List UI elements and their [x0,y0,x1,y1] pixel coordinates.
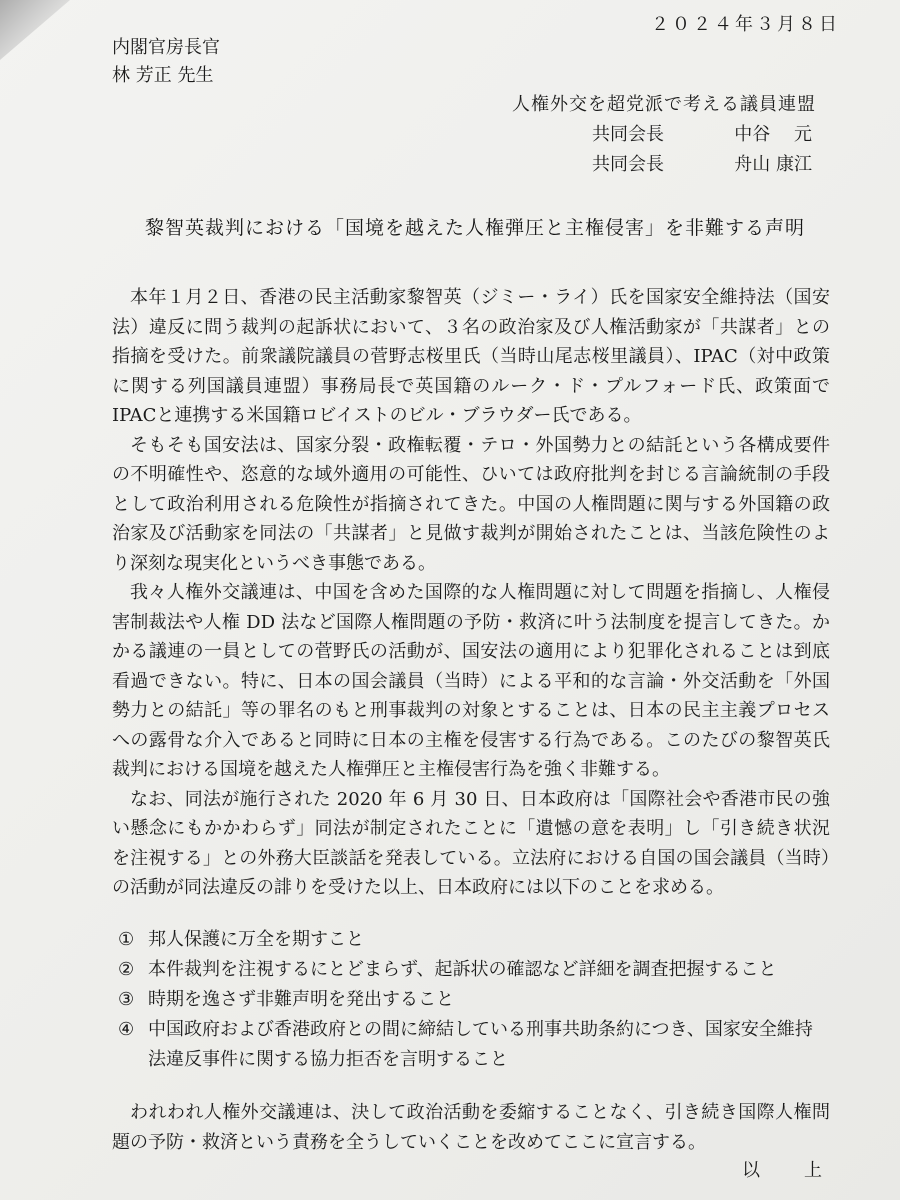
demand-number: ① [118,929,135,950]
closing-declaration [112,1098,830,1157]
demand-item [118,1015,828,1075]
demand-text: 本件裁判を注視するにとどまらず、起訴状の確認など詳細を調査把握すること [148,959,777,980]
end-mark [742,1156,822,1182]
demand-text: 中国政府および香港政府との間に締結している刑事共助条約につき、国家安全維持法違反事件に関する協力拒否を言明すること [148,1019,813,1070]
signatory-role: 共同会長 [592,124,664,145]
signatory-role: 共同会長 [592,154,664,175]
demand-number: ② [118,959,135,980]
end-mark-char: 以 [742,1160,760,1181]
demand-number: ④ [118,1019,135,1040]
signatory-2 [592,150,812,180]
sender-organization: 人権外交を超党派で考える議員連盟 [512,94,816,115]
statement-title: 黎智英裁判における「国境を越えた人権弾圧と主権侵害」を非難する声明 [145,217,806,239]
signatory-name: 中谷 元 [734,124,812,145]
body-paragraph: なお、同法が施行された 2020 年 6 月 30 日、日本政府は「国際社会や香港市民の強い懸念にもかかわらず」同法が制定されたことに「遺憾の意を表明」し「引き続き状況を注視する」との外務大臣談話を発表している。立法府における自国の国会議員（当時）の活動が同法違反の誹りを受けた以上、日本政府には以下のことを求める。 [112,788,830,898]
demand-number: ③ [118,989,135,1010]
corner-shadow [0,0,70,60]
demands-list [118,925,828,1075]
sender-block [512,90,822,180]
signatory-name: 舟山 康江 [734,154,812,175]
recipient-name: 林 芳正 先生 [112,65,214,86]
demand-item [118,925,828,955]
demand-text: 時期を逸さず非難声明を発出すること [148,989,454,1010]
recipient-block [112,34,220,90]
body-paragraph: そもそも国安法は、国家分裂・政権転覆・テロ・外国勢力との結託という各構成要件の不明確性や、恣意的な域外適用の可能性、ひいては政府批判を封じる言論統制の手段として政治利用される危険性が指摘されてきた。中国の人権問題に関与する外国籍の政治家及び活動家を同法の「共謀者」と見做す裁判が開始されたことは、当該危険性のより深刻な現実化というべき事態である。 [112,434,830,574]
statement-body [112,283,830,903]
document-date: ２０２４年３月８日 [651,14,840,35]
body-paragraph: 本年１月２日、香港の民主活動家黎智英（ジミー・ライ）氏を国家安全維持法（国安法）違反に問う裁判の起訴状において、３名の政治家及び人権活動家が「共謀者」との指摘を受けた。前衆議院議員の菅野志桜里氏（当時山尾志桜里議員）、IPAC（対中政策に関する列国議員連盟）事務局長で英国籍のルーク・ド・プルフォード氏、政策面でIPACと連携する米国籍ロビイストのビル・ブラウダー氏である。 [112,287,830,426]
recipient-title: 内閣官房長官 [112,37,220,58]
body-paragraph: 我々人権外交議連は、中国を含めた国際的な人権問題に対して問題を指摘し、人権侵害制裁法や人権 DD 法など国際人権問題の予防・救済に叶う法制度を提言してきた。かかる議連の一員としての菅野氏の活動が、国安法の適用により犯罪化されることは到底看過できない。特に、日本の国会議員（当時）による平和的な言論・外交活動を「外国勢力との結託」等の罪名のもと刑事裁判の対象とすることは、日本の民主主義プロセスへの露骨な介入であると同時に日本の主権を侵害する行為である。このたびの黎智英氏裁判における国境を越えた人権弾圧と主権侵害行為を強く非難する。 [112,582,830,780]
demand-item [118,955,828,985]
demand-text: 邦人保護に万全を期すこと [148,929,364,950]
signatory-1 [592,120,812,150]
end-mark-char: 上 [804,1160,822,1181]
demand-item [118,985,828,1015]
closing-paragraph: われわれ人権外交議連は、決して政治活動を委縮することなく、引き続き国際人権問題の予防・救済という責務を全うしていくことを改めてここに宣言する。 [112,1102,830,1153]
